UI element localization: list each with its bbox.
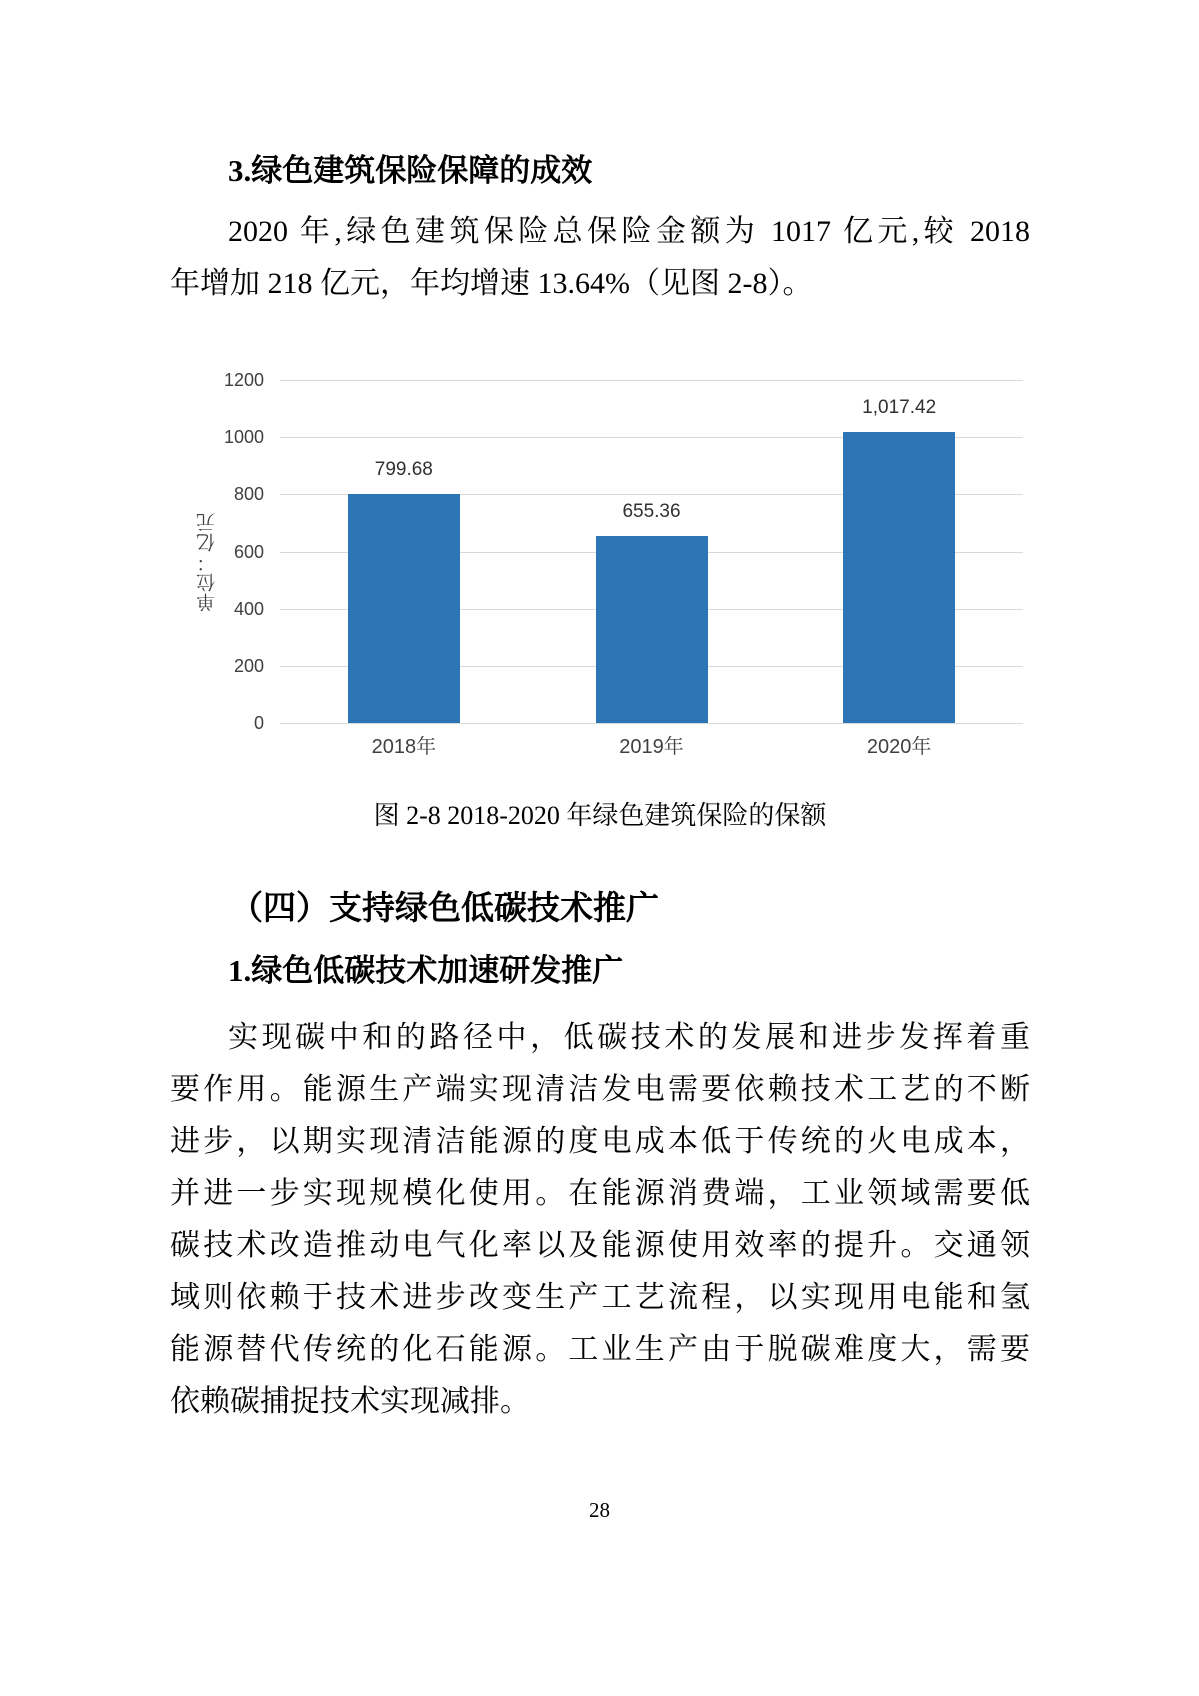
x-axis-label: 2020年 (866, 736, 932, 758)
paragraph-line: 年增加 218 亿元，年均增速 13.64%（见图 2-8）。 (170, 267, 813, 300)
y-axis-tick-label: 1000 (223, 427, 264, 448)
gridline (280, 380, 1023, 381)
y-axis-tick-label: 800 (233, 484, 264, 505)
paragraph-line: 能源替代传统的化石能源。工业生产由于脱碳难度大，需要 (170, 1333, 1030, 1366)
subsection-1-heading: 1.绿色低碳技术加速研发推广 (228, 953, 624, 988)
y-axis-tick-label: 1200 (223, 370, 264, 390)
y-axis-tick-label: 0 (253, 713, 264, 733)
paragraph-line: 碳技术改造推动电气化率以及能源使用效率的提升。交通领 (170, 1229, 1030, 1262)
y-axis-tick-label: 200 (233, 655, 264, 676)
section-3-heading: 3.绿色建筑保险保障的成效 (228, 153, 593, 188)
paragraph-line: 2020 年,绿色建筑保险总保险金额为 1017 亿元,较 2018 (228, 215, 1030, 248)
bar (348, 494, 460, 723)
paragraph-low-carbon-tech (170, 1012, 1030, 1428)
y-axis-title: 单位：亿元 (197, 512, 218, 612)
paragraph-line: 实现碳中和的路径中，低碳技术的发展和进步发挥着重 (228, 1021, 1030, 1054)
bar-value-label: 799.68 (374, 459, 433, 481)
x-axis-label: 2018年 (371, 736, 437, 758)
page-number: 28 (589, 1498, 610, 1522)
bar (843, 432, 955, 723)
x-axis-label: 2019年 (619, 736, 684, 758)
bar-chart-figure (170, 360, 1050, 770)
bar (596, 536, 708, 723)
figure-caption: 图 2-8 2018-2020 年绿色建筑保险的保额 (373, 801, 827, 830)
section-4-heading: （四）支持绿色低碳技术推广 (230, 891, 659, 927)
paragraph-line: 要作用。能源生产端实现清洁发电需要依赖技术工艺的不断 (170, 1073, 1030, 1106)
bar-value-label: 1,017.42 (862, 397, 937, 419)
paragraph-line: 域则依赖于技术进步改变生产工艺流程，以实现用电能和氢 (170, 1281, 1030, 1314)
gridline (280, 723, 1023, 724)
paragraph-line: 并进一步实现规模化使用。在能源消费端，工业领域需要低 (170, 1177, 1030, 1210)
paragraph-insurance (170, 206, 1030, 310)
y-axis-tick-label: 400 (233, 598, 264, 619)
y-axis-tick-label: 600 (233, 541, 264, 562)
paragraph-line: 依赖碳捕捉技术实现减排。 (170, 1385, 530, 1418)
paragraph-line: 进步，以期实现清洁能源的度电成本低于传统的火电成本， (170, 1125, 1030, 1158)
bar-value-label: 655.36 (622, 500, 681, 522)
chart-plot-area (223, 370, 1023, 758)
